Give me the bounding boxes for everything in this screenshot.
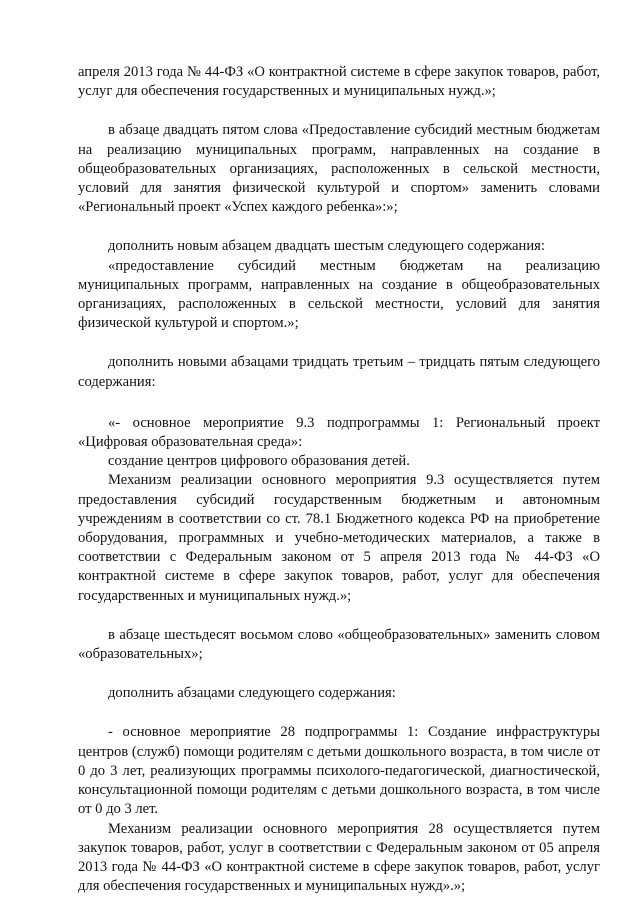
paragraph-11: - основное мероприятие 28 подпрограммы 1: Создание инфраструктуры центров (служб) помощи родителям с детьми дошкольного возраста, в том числе от 0 до 3 лет, реализующих программы психолого-педагогической, диагностической, консультационной помощи родителям с детьми дошкольного возраста, в том числе от 0 до 3 лет. [78, 724, 600, 818]
paragraph-4: «предоставление субсидий местным бюджетам на реализацию муниципальных программ, направленных на создание в общеобразовательных организациях, расположенных в сельской местности, условий для занятия физической культурой и спортом.»; [78, 257, 600, 332]
paragraph-2: в абзаце двадцать пятом слова «Предоставление субсидий местным бюджетам на реализацию муниципальных программ, направленных на создание в общеобразовательных организациях, расположенных в сельской местности, условий для занятия физической культурой и спортом» заменить словами «Региональный проект «Успех каждого ребенка»:»; [78, 122, 600, 216]
paragraph-7: создание центров цифрового образования детей. [108, 453, 410, 470]
paragraph-8: Механизм реализации основного мероприятия 9.3 осуществляется путем предоставления субсидий государственным бюджетным и автономным учреждениям в соответствии со ст. 78.1 Бюджетного кодекса РФ на приобретение оборудования, программных и учебно-методических материалов, а также в соответствии с Федеральным законом от 5 апреля 2013 года № 44-ФЗ «О контрактной системе в сфере закупок товаров, работ, услуг для обеспечения государственных и муниципальных нужд.»; [78, 472, 600, 604]
paragraph-1: апреля 2013 года № 44-ФЗ «О контрактной системе в сфере закупок товаров, работ, услуг для обеспечения государственных и муниципальных нужд.»; [78, 64, 600, 100]
paragraph-10: дополнить абзацами следующего содержания: [108, 685, 396, 702]
paragraph-9: в абзаце шестьдесят восьмом слово «общеобразовательных» заменить словом «образовательных»; [78, 626, 600, 663]
paragraph-12: Механизм реализации основного мероприятия 28 осуществляется путем закупок товаров, работ, услуг в соответствии с Федеральным законом от 05 апреля 2013 года № 44-ФЗ «О контрактной системе в сфере закупок товаров, работ, услуг для обеспечения государственных и муниципальных нужд».»; [78, 820, 600, 895]
document-page [78, 63, 600, 896]
paragraph-3: дополнить новым абзацем двадцать шестым следующего содержания: [108, 238, 545, 255]
paragraph-6: «- основное мероприятие 9.3 подпрограммы 1: Региональный проект «Цифровая образовательная среда»: [78, 414, 600, 451]
paragraph-5: дополнить новыми абзацами тридцать третьим – тридцать пятым следующего содержания: [78, 354, 600, 390]
